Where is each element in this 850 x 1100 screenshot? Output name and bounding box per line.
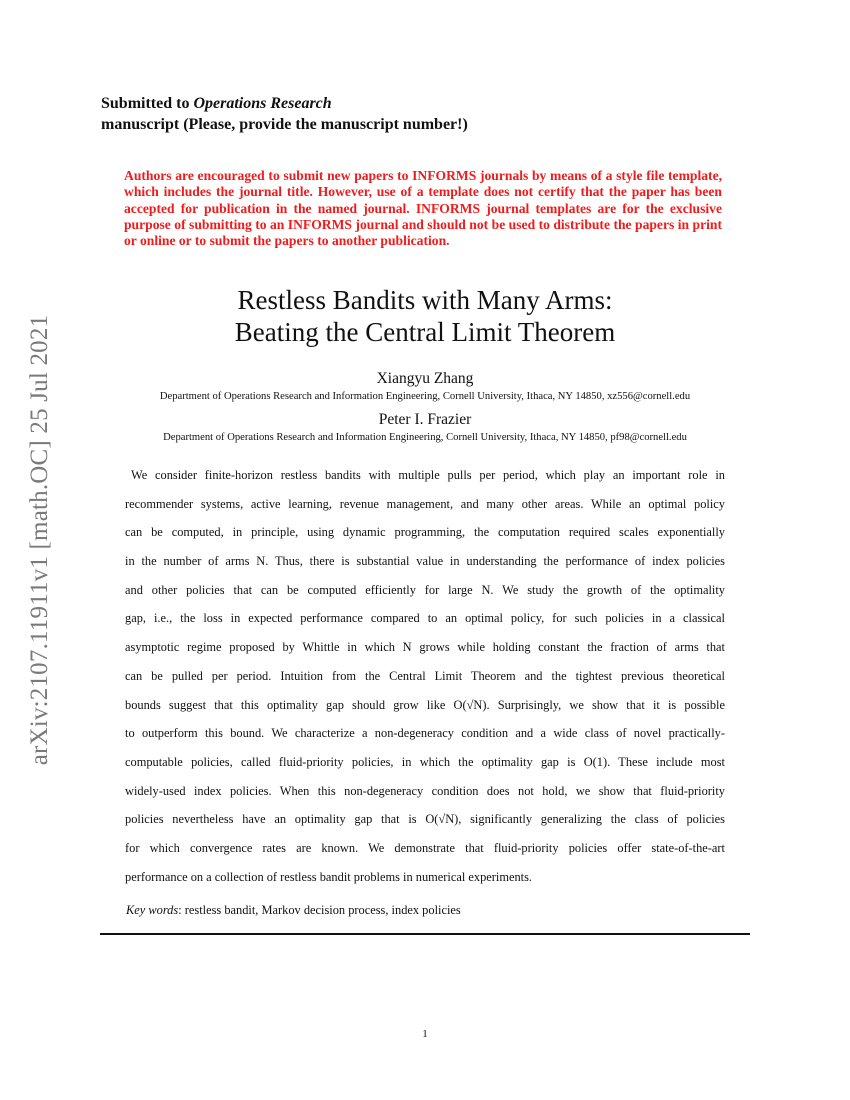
keywords-label: Key words bbox=[126, 903, 179, 917]
paper-title bbox=[100, 284, 750, 348]
author-block-1 bbox=[100, 370, 750, 404]
informs-template-notice: Authors are encouraged to submit new papers to INFORMS journals by means of a style file template, which includes the journal title. However, use of a template does not certify that the paper has been accepted for publication in the named journal. INFORMS journal templates are for the exclusive purpose of submitting to an INFORMS journal and should not be used to distribute the papers in print or online or to submit the papers to another publication. bbox=[124, 168, 722, 249]
author-name: Peter I. Frazier bbox=[378, 411, 472, 428]
abstract-line: asymptotic regime proposed by Whittle in which N grows while holding constant the fraction of arms that bbox=[125, 640, 725, 655]
abstract-line: widely-used index policies. When this non-degeneracy condition does not hold, we show that fluid-priority bbox=[125, 783, 725, 798]
journal-name: Operations Research bbox=[193, 95, 332, 112]
abstract bbox=[125, 461, 725, 891]
title-line-2: Beating the Central Limit Theorem bbox=[234, 317, 616, 347]
manuscript-line: manuscript (Please, provide the manuscript number!) bbox=[101, 116, 468, 133]
abstract-line: performance on a collection of restless bandit problems in numerical experiments. bbox=[125, 869, 533, 884]
abstract-divider bbox=[100, 933, 750, 935]
abstract-line: can be computed, in principle, using dynamic programming, the computation required scales exponentially bbox=[125, 525, 725, 540]
abstract-line: We consider finite-horizon restless bandits with multiple pulls per period, which play an important role in bbox=[131, 468, 725, 482]
abstract-line: gap, i.e., the loss in expected performance compared to an optimal policy, for such policies in a classical bbox=[125, 611, 725, 626]
submitted-prefix: Submitted to bbox=[101, 95, 194, 112]
abstract-line: computable policies, called fluid-priority policies, in which the optimality gap is O(1). These include most bbox=[125, 754, 725, 769]
abstract-line: can be pulled per period. Intuition from the Central Limit Theorem and the tightest previous theoretical bbox=[125, 668, 725, 683]
title-line-1: Restless Bandits with Many Arms: bbox=[237, 285, 613, 315]
arxiv-identifier-stamp: arXiv:2107.11911v1 [math.OC] 25 Jul 2021 bbox=[26, 314, 53, 766]
abstract-line: policies nevertheless have an optimality gap that is O(√N), significantly generalizing the class of policies bbox=[125, 812, 725, 827]
keywords bbox=[126, 903, 461, 918]
author-affiliation: Department of Operations Research and Information Engineering, Cornell University, Ithaca, NY 14850, pf98@cornell.edu bbox=[163, 432, 687, 443]
author-block-2 bbox=[100, 411, 750, 445]
keywords-text: restless bandit, Markov decision process, index policies bbox=[184, 903, 461, 917]
abstract-line: recommender systems, active learning, revenue management, and many other areas. While an optimal policy bbox=[125, 496, 725, 511]
abstract-line: bounds suggest that this optimality gap should grow like O(√N). Surprisingly, we show that it is possible bbox=[125, 697, 725, 712]
abstract-line: for which convergence rates are known. We demonstrate that fluid-priority policies offer state-of-the-art bbox=[125, 840, 725, 855]
submitted-to-line bbox=[101, 93, 468, 114]
abstract-line: in the number of arms N. Thus, there is substantial value in understanding the performance of index policies bbox=[125, 554, 725, 569]
page-number: 1 bbox=[422, 1028, 428, 1040]
author-name: Xiangyu Zhang bbox=[376, 370, 474, 387]
abstract-line: to outperform this bound. We characterize a non-degeneracy condition and a wide class of novel practically- bbox=[125, 726, 725, 741]
submission-header bbox=[101, 93, 468, 135]
keywords-separator: : bbox=[178, 903, 185, 917]
author-affiliation: Department of Operations Research and Information Engineering, Cornell University, Ithaca, NY 14850, xz556@cornell.edu bbox=[159, 391, 691, 402]
abstract-line: and other policies that can be computed efficiently for large N. We study the growth of the optimality bbox=[125, 582, 725, 597]
